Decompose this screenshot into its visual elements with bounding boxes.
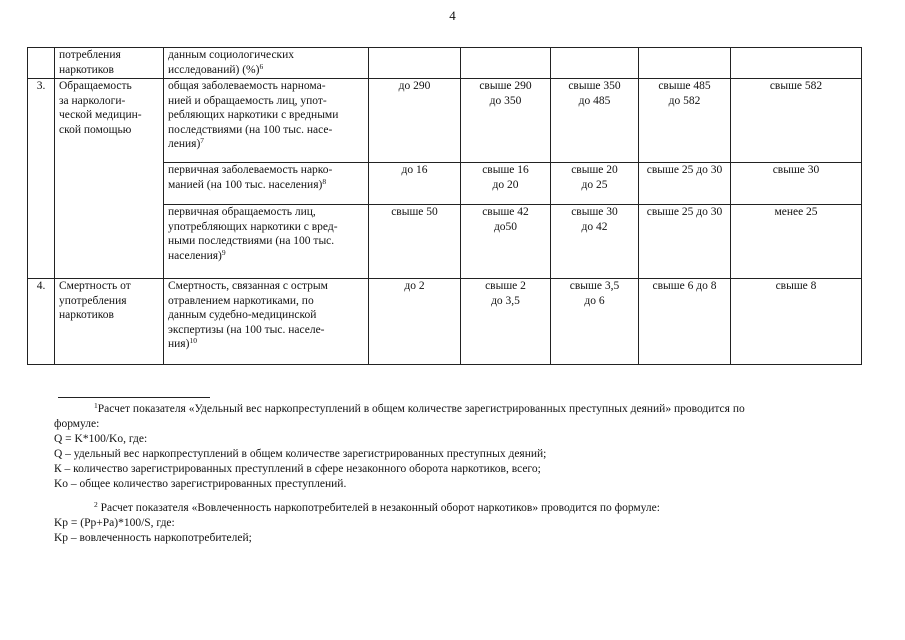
- footnote-text: Расчет показателя «Удельный вес наркопреступлений в общем количестве зарегистрированных преступных деяний» проводится по: [97, 403, 745, 415]
- cell-line: до50: [493, 220, 518, 233]
- cell-line: свыше 20: [571, 164, 618, 176]
- value-cell: [461, 205, 551, 279]
- cell-line: до 350: [489, 94, 522, 107]
- footnote-ref: 8: [322, 176, 327, 186]
- footnote-text: Q – удельный вес наркопреступлений в общем количестве зарегистрированных преступных деяний;: [54, 448, 547, 460]
- row-number: 3.: [28, 79, 55, 279]
- cell-line: до 6: [584, 294, 605, 307]
- criterion-cell: [164, 279, 369, 365]
- cell-line: данным социологических: [168, 49, 295, 61]
- value-cell: [639, 48, 731, 79]
- footnote-line: [54, 447, 854, 462]
- footnote-ref: 1: [94, 401, 98, 410]
- cell-line: до 2: [404, 280, 425, 292]
- footnote-ref: 6: [259, 61, 264, 71]
- cell-line: ными последствиями (на 100 тыс.: [168, 235, 335, 247]
- cell-line: последствиями (на 100 тыс. насе-: [168, 123, 333, 136]
- cell-line: первичная заболеваемость нарко-: [168, 164, 333, 176]
- page-number: 4: [449, 8, 456, 23]
- footnote-ref: 9: [221, 247, 226, 257]
- value-cell: [551, 205, 639, 279]
- value-cell: [461, 79, 551, 163]
- value-cell: [369, 48, 461, 79]
- value-cell: [551, 279, 639, 365]
- cell-line: свыше 6 до 8: [652, 280, 717, 292]
- cell-line: свыше 2: [485, 280, 526, 292]
- cell-line: до 582: [668, 94, 701, 107]
- cell-line: ребляющих наркотики с вредными: [168, 109, 339, 121]
- value-cell: [551, 79, 639, 163]
- cell-line: свыше 42: [482, 206, 529, 218]
- footnote-line: [54, 462, 854, 477]
- cell-line: потребления: [59, 49, 121, 61]
- footnote-text: К – количество зарегистрированных преступлений в сфере незаконного оборота наркотиков, всего;: [54, 463, 541, 475]
- value-cell: [461, 163, 551, 205]
- value-cell: [551, 48, 639, 79]
- cell-line: свыше 25 до 30: [646, 206, 723, 218]
- footnote-text: формуле:: [54, 418, 100, 430]
- cell-line: за наркологи-: [59, 94, 126, 107]
- value-cell: [639, 163, 731, 205]
- cell-line: первичная обращаемость лиц,: [168, 206, 316, 218]
- cell-line: до 25: [581, 178, 608, 191]
- cell-line: населения): [168, 249, 222, 262]
- cell-line: менее 25: [774, 206, 818, 218]
- footnotes: [54, 402, 854, 546]
- footnote-line: [54, 402, 854, 417]
- value-cell: [369, 79, 461, 163]
- indicators-table: [27, 47, 862, 365]
- cell-line: свыше 290: [479, 80, 532, 92]
- footnote-text: Q = K*100/Ko, где:: [54, 433, 148, 445]
- table-row: [28, 79, 862, 163]
- cell-line: свыше 3,5: [569, 280, 620, 292]
- cell-line: наркотиков: [59, 63, 114, 76]
- cell-line: свыше 50: [391, 206, 438, 218]
- cell-line: общая заболеваемость нарнома-: [168, 80, 326, 92]
- row-number: 4.: [28, 279, 55, 365]
- cell-line: до 16: [401, 164, 428, 176]
- value-cell: [639, 79, 731, 163]
- footnote-line: [54, 417, 854, 432]
- cell-line: Смертность от: [59, 280, 131, 292]
- value-cell: [369, 205, 461, 279]
- footnote-line: [54, 501, 854, 516]
- cell-line: данным судебно-медицинской: [168, 309, 317, 321]
- value-cell: [639, 205, 731, 279]
- value-cell: [731, 79, 862, 163]
- cell-line: свыше 25 до 30: [646, 164, 723, 176]
- footnote-line: [54, 432, 854, 447]
- footnote-line: [54, 516, 854, 531]
- value-cell: [731, 279, 862, 365]
- criterion-cell: [164, 163, 369, 205]
- footnote-ref: 7: [200, 136, 205, 145]
- value-cell: [731, 163, 862, 205]
- cell-line: свыше 8: [775, 280, 817, 292]
- footnote-separator: [58, 397, 210, 398]
- number-cell: [28, 48, 55, 79]
- cell-line: до 3,5: [491, 294, 520, 307]
- value-cell: [639, 279, 731, 365]
- cell-line: наркотиков: [59, 309, 114, 321]
- footnote-text: Kp – вовлеченность наркопотребителей;: [54, 532, 252, 544]
- table-row: [28, 48, 862, 79]
- footnote-line: [54, 477, 854, 492]
- indicator-cell: [55, 279, 164, 365]
- value-cell: [731, 48, 862, 79]
- cell-line: свыше 30: [571, 206, 618, 218]
- cell-line: манией (на 100 тыс. населения): [168, 178, 323, 191]
- value-cell: [461, 48, 551, 79]
- value-cell: [461, 279, 551, 365]
- cell-line: Обращаемость: [59, 80, 132, 92]
- cell-line: свыше 350: [568, 80, 621, 92]
- footnote-text: Расчет показателя «Вовлеченность наркопотребителей в незаконный оборот наркотиков» проводится по формуле:: [97, 502, 660, 514]
- cell-line: до 290: [398, 80, 431, 92]
- cell-line: исследований) (%): [168, 63, 260, 76]
- footnote-text: Kp = (Pp+Pa)*100/S, где:: [54, 517, 175, 529]
- cell-line: отравлением наркотиками, по: [168, 294, 314, 307]
- cell-line: экспертизы (на 100 тыс. населе-: [168, 323, 325, 336]
- indicator-cell: [55, 79, 164, 279]
- cell-line: до 42: [581, 220, 608, 233]
- cell-line: ния): [168, 338, 190, 350]
- cell-line: до 485: [578, 94, 611, 107]
- criterion-cell: [164, 79, 369, 163]
- criterion-cell: [164, 205, 369, 279]
- cell-line: свыше 582: [769, 80, 823, 92]
- cell-line: ления): [168, 138, 201, 150]
- indicator-cell: [55, 48, 164, 79]
- value-cell: [551, 163, 639, 205]
- cell-line: нией и обращаемость лиц, упот-: [168, 94, 327, 107]
- footnote-ref: 10: [189, 336, 197, 345]
- cell-line: свыше 16: [482, 164, 529, 176]
- cell-line: употребления: [59, 294, 127, 307]
- cell-line: Смертность, связанная с острым: [168, 280, 328, 292]
- value-cell: [731, 205, 862, 279]
- cell-line: свыше 30: [772, 164, 820, 176]
- cell-line: ской помощью: [59, 123, 132, 136]
- cell-line: свыше 485: [658, 80, 711, 92]
- footnote-text: Ko – общее количество зарегистрированных преступлений.: [54, 478, 347, 490]
- value-cell: [369, 163, 461, 205]
- footnote-ref: 2: [94, 500, 98, 509]
- cell-line: ческой медицин-: [59, 109, 142, 121]
- criterion-cell: [164, 48, 369, 79]
- cell-line: до 20: [492, 178, 519, 191]
- footnote-line: [54, 531, 854, 546]
- cell-line: употребляющих наркотики с вред-: [168, 220, 338, 233]
- table-row: [28, 279, 862, 365]
- value-cell: [369, 279, 461, 365]
